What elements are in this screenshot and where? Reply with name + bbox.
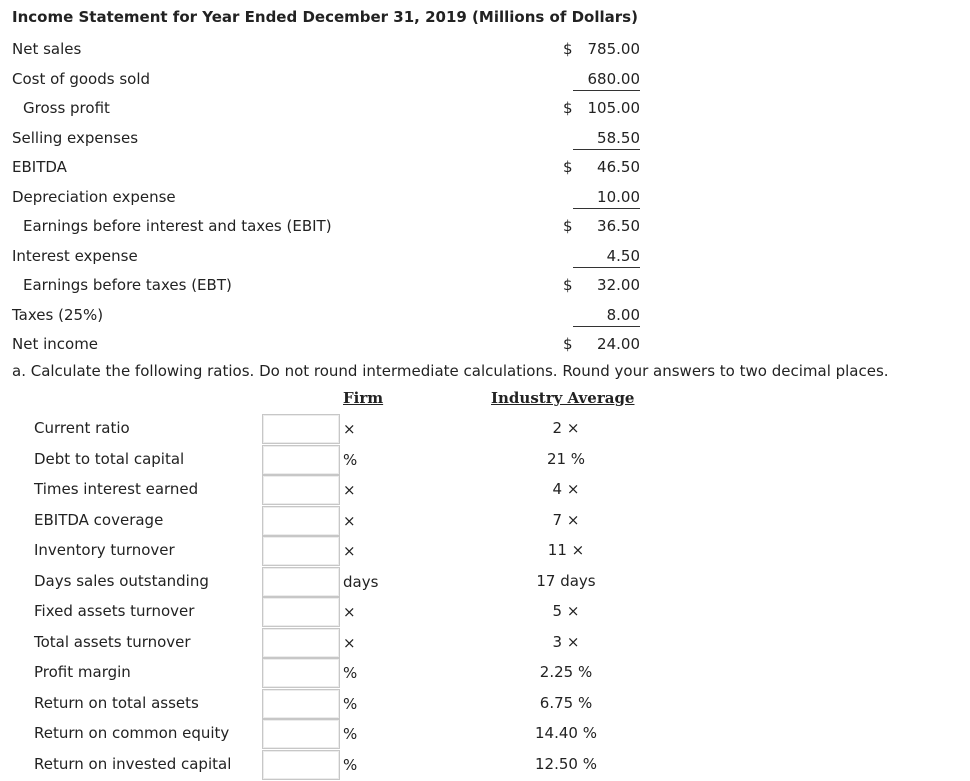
line-item-label: Taxes (25%)	[12, 305, 104, 324]
dollar-sign: $	[563, 40, 573, 58]
line-item-label: Depreciation expense	[12, 187, 176, 206]
firm-ratio-input[interactable]	[262, 475, 340, 505]
ratio-label: Current ratio	[34, 419, 130, 437]
firm-ratio-input[interactable]	[262, 658, 340, 688]
income-statement-row	[0, 242, 650, 270]
ratio-row	[0, 505, 700, 535]
industry-average-value: 17 days	[536, 571, 596, 590]
line-item-label: EBITDA	[12, 158, 67, 176]
line-item-label: Cost of goods sold	[12, 69, 151, 88]
ratio-row	[0, 688, 700, 718]
line-item-amount: 10.00	[597, 187, 640, 206]
line-item-amount: 105.00	[587, 99, 640, 117]
industry-average-value: 11 ×	[547, 541, 585, 559]
firm-ratio-input[interactable]	[262, 414, 340, 444]
income-statement-row	[0, 212, 650, 240]
firm-ratio-input[interactable]	[262, 628, 340, 658]
firm-column-header: Firm	[343, 389, 384, 407]
income-statement-row	[0, 94, 650, 122]
ratio-row	[0, 444, 700, 474]
ratio-label: Debt to total capital	[34, 449, 185, 468]
income-statement-row	[0, 35, 650, 63]
ratio-row	[0, 749, 700, 779]
ratio-label: Return on total assets	[34, 693, 199, 712]
industry-average-value: 4 ×	[552, 480, 580, 498]
line-item-amount: 36.50	[597, 217, 640, 235]
dollar-sign: $	[563, 217, 573, 235]
dollar-sign: $	[563, 99, 573, 117]
income-statement-row	[0, 65, 650, 93]
ratio-row	[0, 657, 700, 687]
firm-ratio-input[interactable]	[262, 689, 340, 719]
line-item-label: Interest expense	[12, 246, 138, 265]
industry-average-value: 5 ×	[552, 602, 580, 620]
ratio-row	[0, 596, 700, 626]
industry-average-value: 2.25 %	[539, 663, 593, 681]
line-item-amount: 785.00	[587, 40, 640, 58]
income-statement-row	[0, 330, 650, 358]
ratio-label: EBITDA coverage	[34, 510, 164, 529]
ratio-unit: %	[343, 694, 358, 713]
ratio-unit: days	[343, 572, 379, 591]
subtotal-underline	[573, 267, 640, 268]
industry-average-value: 12.50 %	[535, 754, 597, 773]
line-item-amount: 32.00	[597, 276, 640, 294]
firm-ratio-input[interactable]	[262, 445, 340, 475]
dollar-sign: $	[563, 158, 573, 176]
firm-ratio-input[interactable]	[262, 597, 340, 627]
income-statement-row	[0, 124, 650, 152]
dollar-sign: $	[563, 335, 573, 353]
industry-average-value: 21 %	[546, 449, 586, 468]
line-item-amount: 8.00	[606, 305, 640, 324]
ratio-label: Return on common equity	[34, 724, 230, 742]
ratio-row	[0, 535, 700, 565]
question-text: a. Calculate the following ratios. Do not round intermediate calculations. Round your answers to two decimal places.	[12, 362, 889, 380]
ratio-label: Inventory turnover	[34, 541, 175, 559]
line-item-label: Earnings before taxes (EBT)	[23, 276, 232, 294]
ratio-label: Total assets turnover	[34, 632, 191, 651]
ratio-label: Profit margin	[34, 663, 131, 681]
income-statement-row	[0, 183, 650, 211]
ratio-unit: %	[343, 725, 358, 743]
ratio-unit: ×	[343, 603, 356, 621]
ratio-row	[0, 718, 700, 748]
dollar-sign: $	[563, 276, 573, 294]
line-item-label: Gross profit	[23, 99, 110, 117]
line-item-amount: 4.50	[606, 246, 640, 265]
ratio-unit: ×	[343, 481, 356, 499]
ratio-unit: %	[343, 755, 358, 774]
income-statement-row	[0, 153, 650, 181]
industry-average-column-header: Industry Average	[491, 389, 635, 407]
industry-average-value: 14.40 %	[535, 724, 597, 742]
ratio-unit: ×	[343, 511, 356, 530]
ratio-unit: %	[343, 664, 358, 682]
industry-average-value: 3 ×	[552, 632, 580, 651]
income-statement-title: Income Statement for Year Ended December 31, 2019 (Millions of Dollars)	[12, 8, 638, 26]
firm-ratio-input[interactable]	[262, 506, 340, 536]
line-item-amount: 24.00	[597, 335, 640, 353]
ratio-row	[0, 413, 700, 443]
firm-ratio-input[interactable]	[262, 750, 340, 780]
subtotal-underline	[573, 90, 640, 91]
ratio-unit: ×	[343, 420, 356, 438]
ratio-row	[0, 627, 700, 657]
firm-ratio-input[interactable]	[262, 719, 340, 749]
line-item-label: Net income	[12, 335, 99, 353]
industry-average-value: 2 ×	[552, 419, 580, 437]
ratio-unit: ×	[343, 542, 356, 560]
ratio-row	[0, 566, 700, 596]
ratio-row	[0, 474, 700, 504]
subtotal-underline	[573, 208, 640, 209]
ratio-label: Times interest earned	[34, 480, 199, 498]
line-item-amount: 680.00	[587, 69, 640, 88]
firm-ratio-input[interactable]	[262, 567, 340, 597]
line-item-amount: 46.50	[597, 158, 640, 176]
industry-average-value: 6.75 %	[539, 693, 593, 712]
line-item-amount: 58.50	[597, 128, 640, 147]
line-item-label: Earnings before interest and taxes (EBIT)	[23, 217, 332, 235]
line-item-label: Selling expenses	[12, 128, 139, 147]
subtotal-underline	[573, 326, 640, 327]
ratio-label: Days sales outstanding	[34, 571, 209, 590]
firm-ratio-input[interactable]	[262, 536, 340, 566]
ratio-unit: ×	[343, 633, 356, 652]
line-item-label: Net sales	[12, 40, 82, 58]
ratio-label: Return on invested capital	[34, 754, 232, 773]
income-statement-row	[0, 271, 650, 299]
income-statement-row	[0, 301, 650, 329]
ratio-unit: %	[343, 450, 358, 469]
subtotal-underline	[573, 149, 640, 150]
industry-average-value: 7 ×	[552, 510, 580, 529]
ratio-label: Fixed assets turnover	[34, 602, 195, 620]
